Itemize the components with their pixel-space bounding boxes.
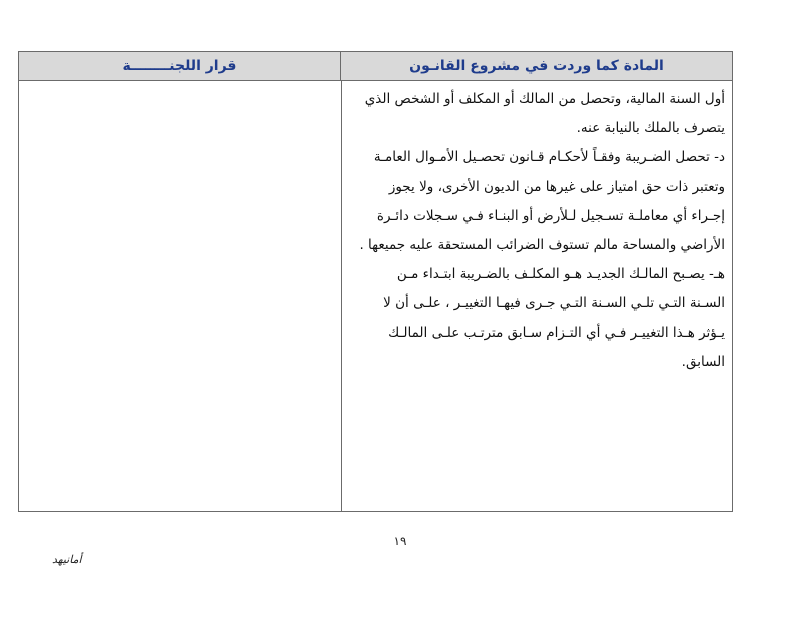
law-text-line: هـ- يصـبح المالـك الجديـد هـو المكلـف بالضـريبة ابتـداء مـن xyxy=(396,266,725,283)
law-text-line: إجـراء أي معاملـة تسـجيل لـلأرض أو البنـاء فـي سـجلات دائـرة xyxy=(376,207,725,224)
law-text-line: يتصرف بالملك بالنيابة عنه. xyxy=(576,120,725,137)
law-article-text xyxy=(350,85,725,377)
document-table xyxy=(18,51,733,512)
table-header-row xyxy=(19,52,732,81)
law-article-header: المادة كما وردت في مشروع القانـون xyxy=(340,52,732,80)
law-text-line: السـنة التـي تلـي السـنة التـي جـرى فيهـا التغييـر ، علـى أن لا xyxy=(383,295,725,312)
committee-decision-cell xyxy=(19,81,341,511)
law-text-line: وتعتبر ذات حق امتياز على غيرها من الديون الأخرى، ولا يجوز xyxy=(388,178,725,195)
law-text-line: د- تحصل الضـريبة وفقـاً لأحكـام قـانون تحصـيل الأمـوال العامـة xyxy=(373,149,725,166)
law-article-cell xyxy=(341,81,732,511)
page-number: ١٩ xyxy=(393,534,407,548)
law-text-line: الأراضي والمساحة مالم تستوف الضرائب المستحقة عليه جميعها . xyxy=(359,237,725,254)
table-body-row xyxy=(19,81,732,511)
committee-decision-header: قرار اللجنــــــــة xyxy=(122,58,237,74)
signature: أمانيهد xyxy=(52,553,82,566)
law-text-line: أول السنة المالية، وتحصل من المالك أو المكلف أو الشخص الذي xyxy=(364,91,725,107)
law-text-line: يـؤثر هـذا التغييـر فـي أي التـزام سـابق مترتـب علـى المالـك xyxy=(388,324,725,341)
law-text-line: السابق. xyxy=(681,353,725,370)
